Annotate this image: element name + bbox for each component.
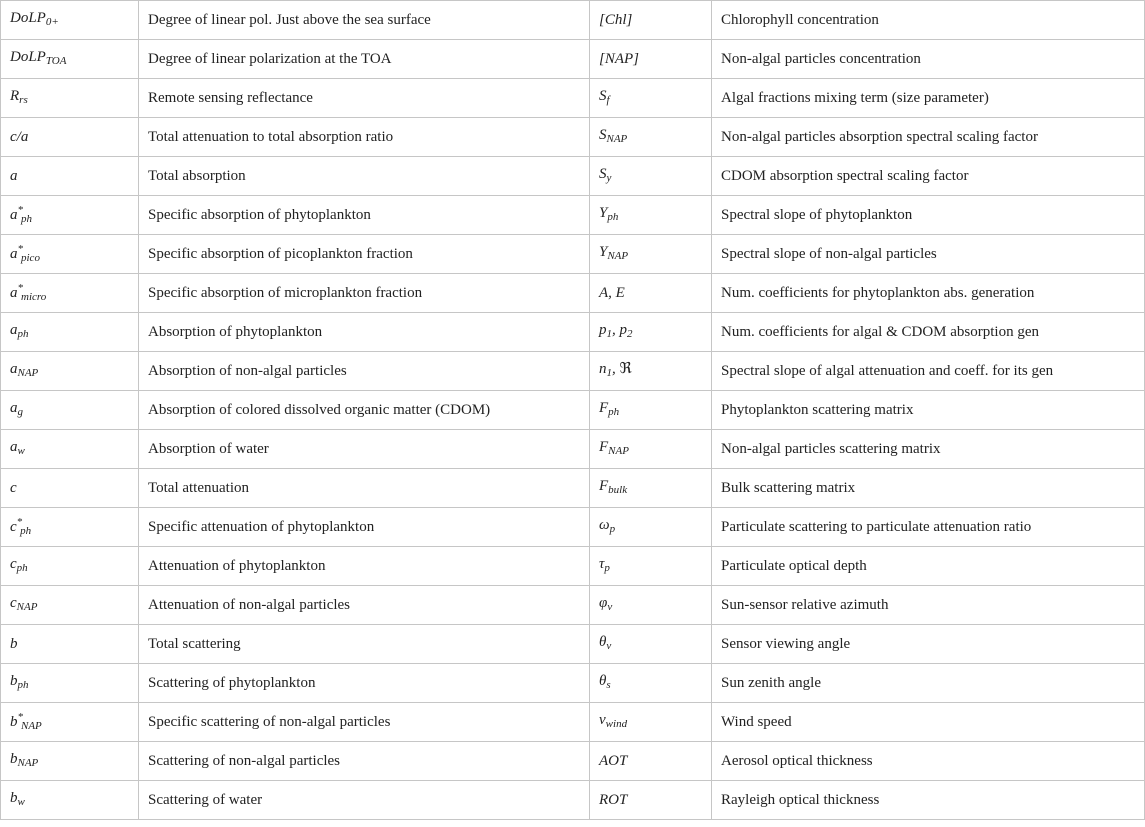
symbol-cell-right <box>590 196 712 235</box>
symbol-cell-left <box>1 508 139 547</box>
symbol-cell-right <box>590 1 712 40</box>
symbol-base: a <box>10 399 18 416</box>
symbol-base: v <box>599 711 606 728</box>
symbol-cell-left <box>1 586 139 625</box>
symbol-subscript: 0+ <box>45 15 59 28</box>
definition-cell-right: Num. coefficients for phytoplankton abs. generation <box>712 274 1145 313</box>
symbol-subscript: bulk <box>608 483 628 496</box>
symbol-base: DoLP <box>10 9 46 26</box>
definition-cell-right: Algal fractions mixing term (size parameter) <box>712 79 1145 118</box>
symbol-superscript: * <box>17 711 23 723</box>
symbol-cell-right <box>590 508 712 547</box>
definition-cell-right: Aerosol optical thickness <box>712 742 1145 781</box>
table-row <box>1 1 1145 40</box>
symbol-base: [Chl] <box>599 11 633 28</box>
symbol-subscript: p <box>609 522 616 535</box>
symbol-subscript: TOA <box>45 54 67 67</box>
symbol-subscript: 1 <box>606 327 612 340</box>
symbol-continuation: , <box>612 360 620 377</box>
symbol-base: S <box>599 126 607 143</box>
table-row <box>1 430 1145 469</box>
symbol-subscript: NAP <box>17 366 39 379</box>
symbol-base: c <box>10 479 17 496</box>
definition-cell-right: Spectral slope of phytoplankton <box>712 196 1145 235</box>
table-row <box>1 781 1145 820</box>
definition-cell-left: Scattering of phytoplankton <box>139 664 590 703</box>
table-row <box>1 313 1145 352</box>
symbol-subscript: NAP <box>21 720 42 732</box>
symbol-superscript: * <box>17 243 23 255</box>
symbol-cell-right <box>590 235 712 274</box>
symbol-cell-right <box>590 625 712 664</box>
symbol-base: τ <box>599 555 605 572</box>
definition-cell-left: Specific scattering of non-algal particles <box>139 703 590 742</box>
symbol-cell-left <box>1 196 139 235</box>
symbol-subscript: g <box>17 405 23 418</box>
table-row <box>1 625 1145 664</box>
symbol-subscript: ph <box>607 210 619 223</box>
symbol-cell-right <box>590 40 712 79</box>
definition-cell-left: Scattering of non-algal particles <box>139 742 590 781</box>
symbol-subscript: pico <box>21 252 40 264</box>
symbol-cell-left <box>1 391 139 430</box>
symbol-cell-right <box>590 547 712 586</box>
table-row <box>1 196 1145 235</box>
table-row <box>1 40 1145 79</box>
symbol-subscript: ph <box>608 405 620 418</box>
symbol-superscript: * <box>17 204 23 216</box>
definition-cell-left: Total absorption <box>139 157 590 196</box>
symbol-subscript: v <box>606 639 612 652</box>
symbol-subscript: w <box>17 795 25 808</box>
definition-cell-right: Non-algal particles scattering matrix <box>712 430 1145 469</box>
definition-cell-right: Rayleigh optical thickness <box>712 781 1145 820</box>
symbol-cell-left <box>1 235 139 274</box>
symbol-cell-left <box>1 469 139 508</box>
symbol-cell-right <box>590 391 712 430</box>
symbol-subscript: rs <box>19 93 28 106</box>
symbol-base: a <box>10 207 18 223</box>
symbol-cell-left <box>1 742 139 781</box>
table-row <box>1 547 1145 586</box>
symbol-cell-left <box>1 781 139 820</box>
symbol-base: F <box>599 477 609 494</box>
definition-cell-right: Phytoplankton scattering matrix <box>712 391 1145 430</box>
definition-cell-right: Non-algal particles concentration <box>712 40 1145 79</box>
definition-cell-right: Sensor viewing angle <box>712 625 1145 664</box>
table-row <box>1 703 1145 742</box>
table-row <box>1 469 1145 508</box>
symbol-subscript: wind <box>605 717 628 730</box>
symbol-cell-left <box>1 352 139 391</box>
symbol-subscript: y <box>606 171 612 184</box>
definition-cell-right: Particulate scattering to particulate attenuation ratio <box>712 508 1145 547</box>
symbol-cell-right <box>590 781 712 820</box>
definition-cell-left: Remote sensing reflectance <box>139 79 590 118</box>
definition-cell-left: Attenuation of phytoplankton <box>139 547 590 586</box>
symbol-subscript: 1 <box>606 366 612 379</box>
symbol-cell-left <box>1 430 139 469</box>
table-row <box>1 157 1145 196</box>
symbol-cell-left <box>1 157 139 196</box>
symbol-subscript: f <box>606 93 610 106</box>
symbol-base: a <box>10 246 18 262</box>
symbol-cell-right <box>590 664 712 703</box>
symbol-base: φ <box>599 594 608 611</box>
table-row <box>1 586 1145 625</box>
symbol-continuation: , p <box>612 321 627 338</box>
table-row <box>1 664 1145 703</box>
definition-cell-left: Specific absorption of phytoplankton <box>139 196 590 235</box>
table-row <box>1 742 1145 781</box>
definition-cell-right: Num. coefficients for algal & CDOM absorption gen <box>712 313 1145 352</box>
symbol-base: b <box>10 714 18 730</box>
definition-cell-left: Attenuation of non-algal particles <box>139 586 590 625</box>
symbol-base: θ <box>599 672 607 689</box>
definition-cell-left: Absorption of colored dissolved organic matter (CDOM) <box>139 391 590 430</box>
definition-cell-left: Degree of linear polarization at the TOA <box>139 40 590 79</box>
symbol-cell-right <box>590 157 712 196</box>
definition-cell-right: Spectral slope of algal attenuation and coeff. for its gen <box>712 352 1145 391</box>
symbol-base: b <box>10 750 18 767</box>
symbol-cell-left <box>1 118 139 157</box>
definition-cell-left: Specific attenuation of phytoplankton <box>139 508 590 547</box>
symbol-base: c <box>10 519 17 535</box>
definition-cell-left: Absorption of water <box>139 430 590 469</box>
symbol-base: b <box>10 635 18 652</box>
definition-cell-left: Specific absorption of microplankton fraction <box>139 274 590 313</box>
definition-cell-right: Particulate optical depth <box>712 547 1145 586</box>
nomenclature-table-body <box>1 1 1145 820</box>
symbol-subscript: s <box>606 678 611 691</box>
definition-cell-left: Absorption of phytoplankton <box>139 313 590 352</box>
table-row <box>1 235 1145 274</box>
symbol-base: a <box>10 360 18 377</box>
symbol-cell-right <box>590 430 712 469</box>
symbol-cell-right <box>590 586 712 625</box>
definition-cell-left: Degree of linear pol. Just above the sea surface <box>139 1 590 40</box>
symbol-subscript: ph <box>21 213 32 225</box>
definition-cell-right: Bulk scattering matrix <box>712 469 1145 508</box>
symbol-subscript: NAP <box>607 249 629 262</box>
symbol-base: b <box>10 672 18 689</box>
symbol-base: c/a <box>10 128 29 145</box>
definition-cell-right: Spectral slope of non-algal particles <box>712 235 1145 274</box>
symbol-cell-left <box>1 703 139 742</box>
symbol-base: b <box>10 789 18 806</box>
symbol-base: ω <box>599 516 610 533</box>
symbol-subscript: ph <box>17 678 29 691</box>
table-row <box>1 508 1145 547</box>
symbol-subscript: v <box>607 600 613 613</box>
symbol-base: A, E <box>599 284 625 301</box>
symbol-base: a <box>10 321 18 338</box>
symbol-base: AOT <box>599 752 628 769</box>
symbol-cell-left <box>1 40 139 79</box>
symbol-cell-left <box>1 79 139 118</box>
definition-cell-left: Scattering of water <box>139 781 590 820</box>
symbol-subscript: ph <box>17 327 29 340</box>
symbol-base: S <box>599 165 607 182</box>
definition-cell-right: Chlorophyll concentration <box>712 1 1145 40</box>
symbol-fraktur-r: ℜ <box>619 360 632 377</box>
symbol-base: a <box>10 438 18 455</box>
symbol-base: S <box>599 87 607 104</box>
table-row <box>1 79 1145 118</box>
table-row <box>1 352 1145 391</box>
symbol-cell-right <box>590 79 712 118</box>
symbol-superscript: * <box>17 282 23 294</box>
symbol-cell-left <box>1 664 139 703</box>
symbol-base: Y <box>599 204 608 221</box>
definition-cell-left: Absorption of non-algal particles <box>139 352 590 391</box>
definition-cell-right: Wind speed <box>712 703 1145 742</box>
symbol-base: ROT <box>599 791 628 808</box>
symbol-cell-left <box>1 625 139 664</box>
symbol-subscript: p <box>604 561 610 574</box>
symbol-base: Y <box>599 243 608 260</box>
symbol-base: DoLP <box>10 48 46 65</box>
symbol-cell-left <box>1 313 139 352</box>
definition-cell-right: Sun zenith angle <box>712 664 1145 703</box>
symbol-superscript: * <box>16 516 23 528</box>
definition-cell-right: CDOM absorption spectral scaling factor <box>712 157 1145 196</box>
symbol-base: a <box>10 167 18 184</box>
symbol-base: a <box>10 285 18 301</box>
symbol-base: F <box>599 438 609 455</box>
table-row <box>1 274 1145 313</box>
symbol-base: c <box>10 555 17 572</box>
symbol-cell-right <box>590 313 712 352</box>
symbol-base: p <box>599 321 607 338</box>
symbol-base: R <box>10 87 20 104</box>
symbol-cell-right <box>590 118 712 157</box>
symbol-cell-left <box>1 274 139 313</box>
table-row <box>1 391 1145 430</box>
symbol-base: c <box>10 594 17 611</box>
definition-cell-right: Non-algal particles absorption spectral scaling factor <box>712 118 1145 157</box>
symbol-base: θ <box>599 633 607 650</box>
symbol-subscript: NAP <box>17 756 39 769</box>
symbol-subscript: ph <box>16 561 28 574</box>
symbol-subscript: w <box>17 444 25 457</box>
symbol-cell-right <box>590 703 712 742</box>
symbol-subscript: NAP <box>606 132 628 145</box>
definition-cell-left: Total attenuation <box>139 469 590 508</box>
symbol-subscript: ph <box>20 525 32 537</box>
symbol-cell-right <box>590 742 712 781</box>
symbol-subscript: NAP <box>16 600 38 613</box>
definition-cell-left: Total attenuation to total absorption ratio <box>139 118 590 157</box>
symbol-base: n <box>599 360 607 377</box>
symbol-subscript: micro <box>21 291 47 303</box>
symbol-base: F <box>599 399 609 416</box>
symbol-base: [NAP] <box>599 50 640 67</box>
definition-cell-right: Sun-sensor relative azimuth <box>712 586 1145 625</box>
definition-cell-left: Specific absorption of picoplankton fraction <box>139 235 590 274</box>
table-row <box>1 118 1145 157</box>
symbol-cell-right <box>590 274 712 313</box>
symbol-cell-right <box>590 469 712 508</box>
symbol-subscript-second: 2 <box>627 327 633 340</box>
symbol-subscript: NAP <box>608 444 629 457</box>
symbol-cell-right <box>590 352 712 391</box>
definition-cell-left: Total scattering <box>139 625 590 664</box>
symbol-cell-left <box>1 547 139 586</box>
symbol-cell-left <box>1 1 139 40</box>
